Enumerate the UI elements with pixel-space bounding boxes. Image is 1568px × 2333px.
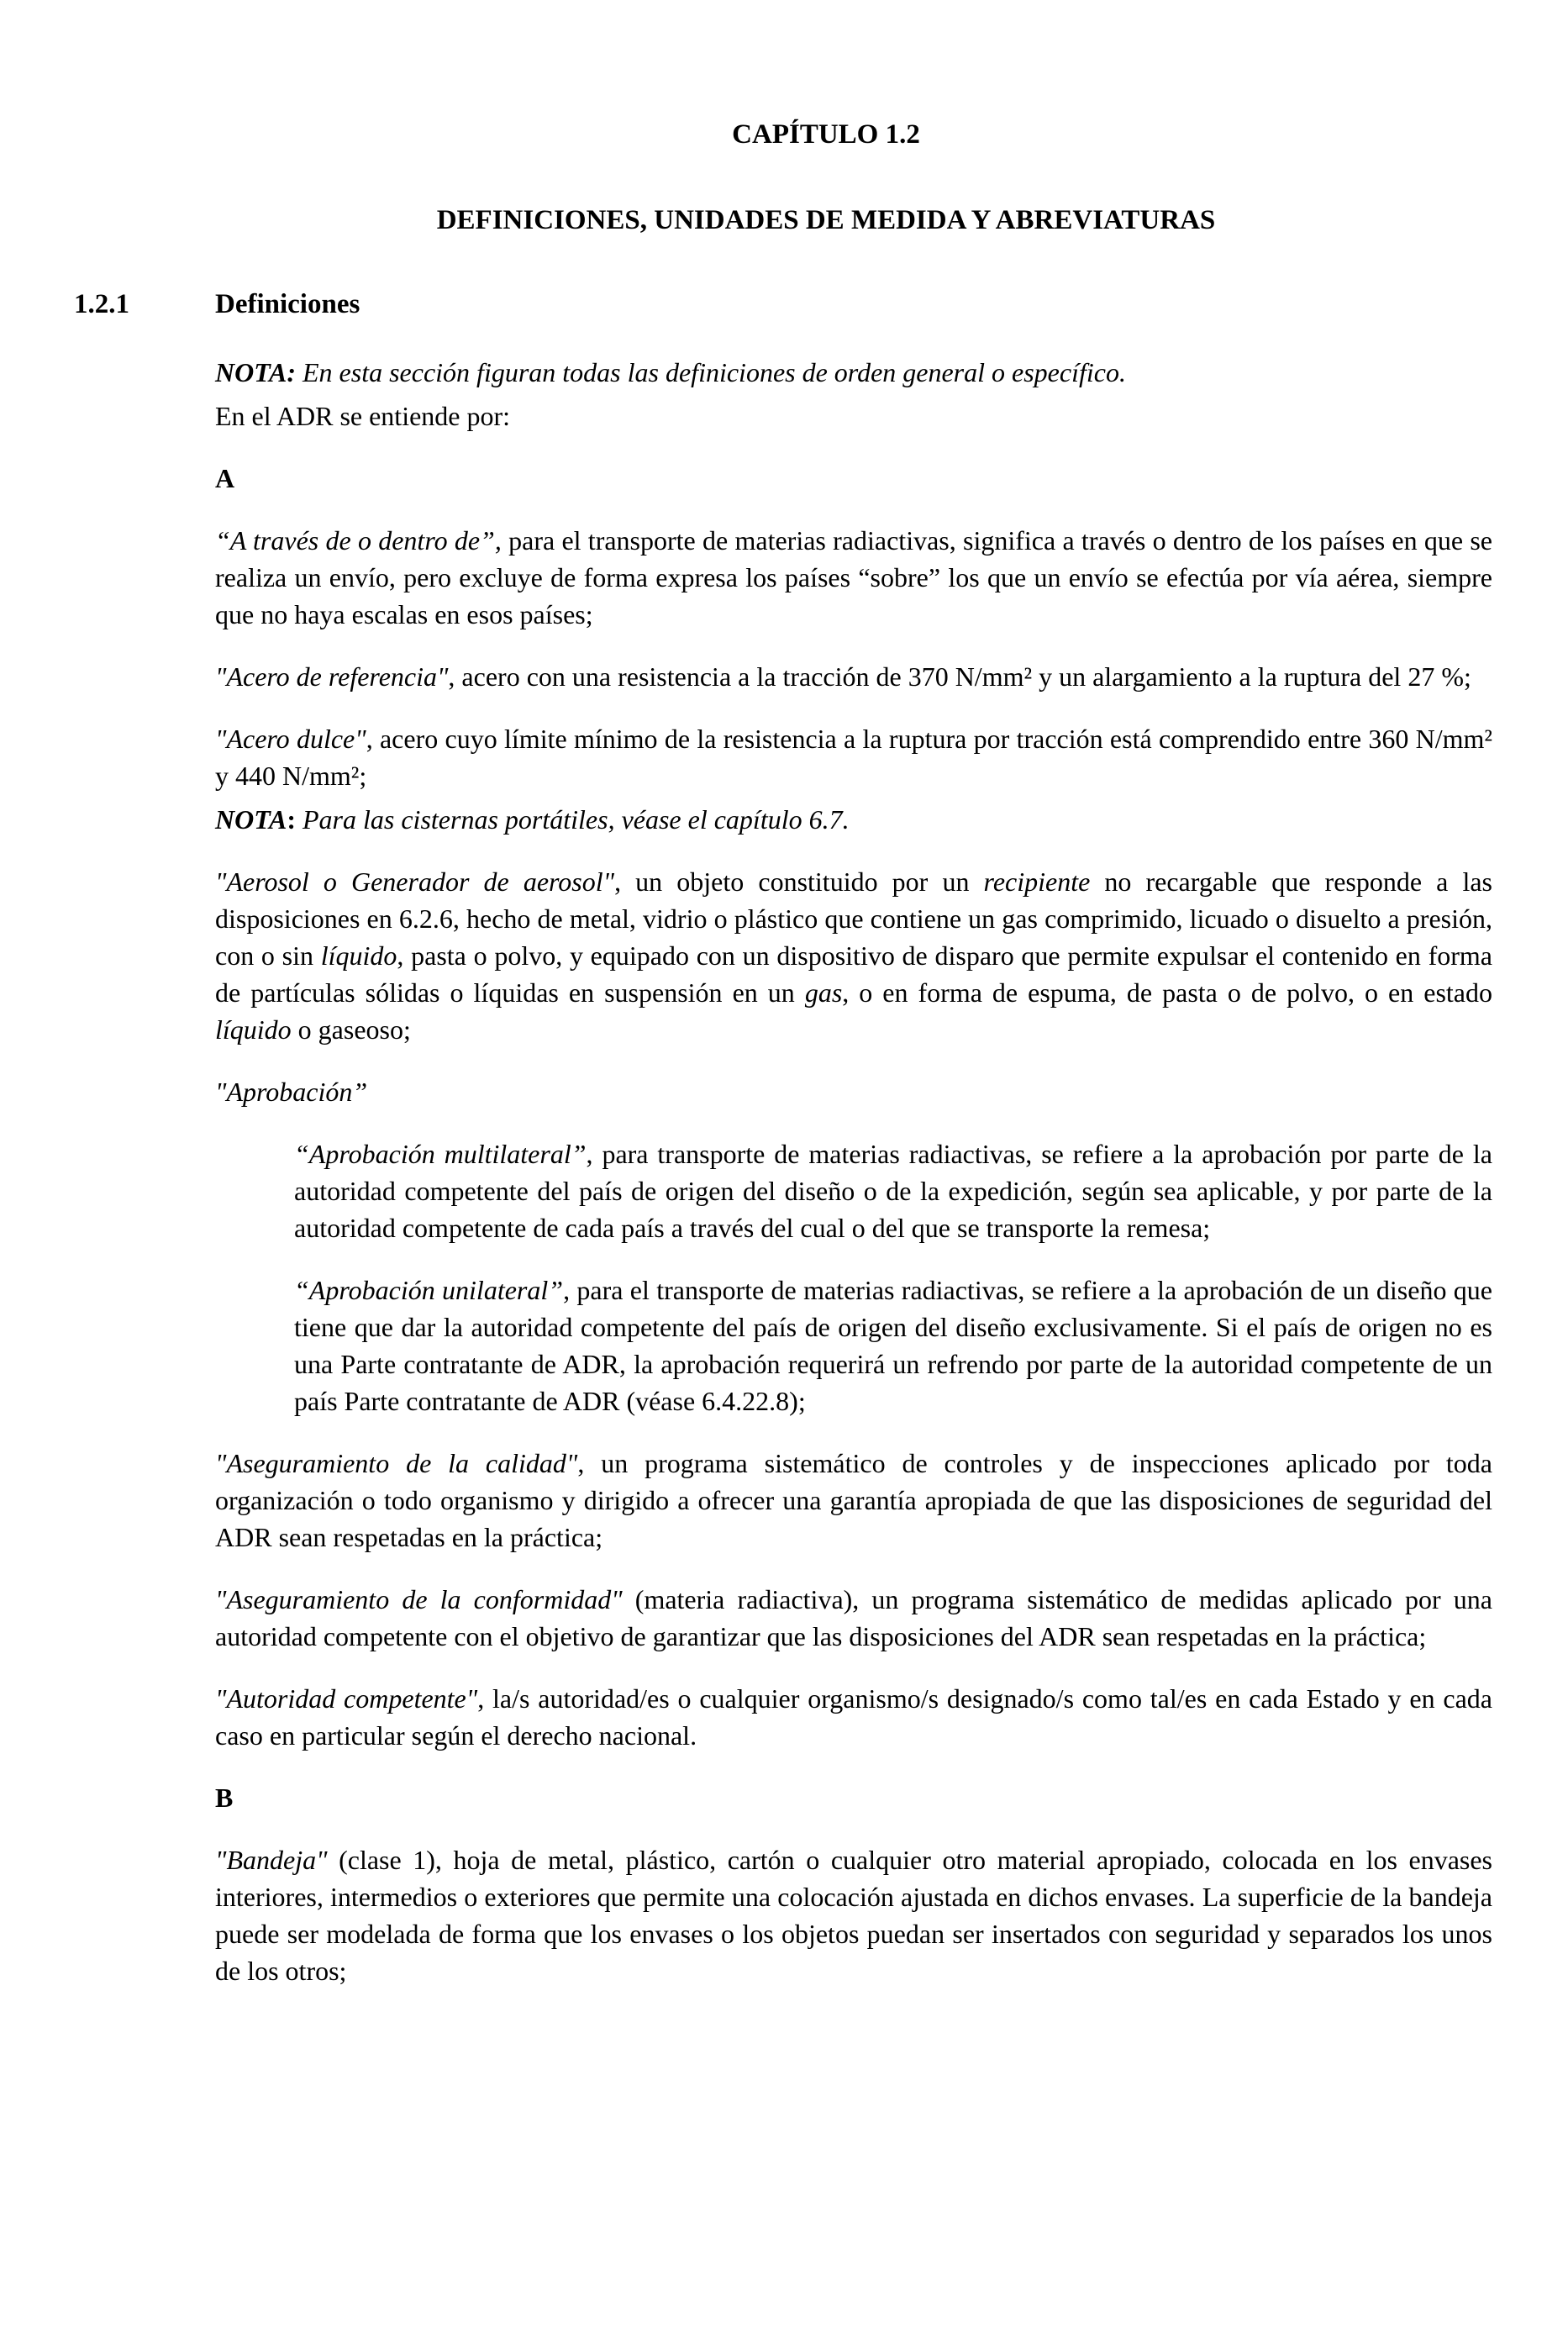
definition-bandeja (215, 1841, 1492, 1989)
definitions-content (215, 354, 1492, 1989)
definition-term: "Aseguramiento de la conformidad" (215, 1584, 623, 1614)
definition-text: , acero con una resistencia a la tracción de 370 N/mm² y un alargamiento a la ruptura del 27 %; (448, 661, 1471, 692)
note-colon: : (287, 804, 296, 835)
definition-aseguramiento-calidad (215, 1445, 1492, 1556)
note-label: NOTA (215, 804, 287, 835)
definition-ref: líquido (320, 940, 397, 971)
definition-term: "Bandeja" (215, 1845, 328, 1875)
definition-aprobacion (215, 1073, 1492, 1110)
note-general (215, 354, 1492, 391)
definition-text: (clase 1), hoja de metal, plástico, cartón o cualquier otro material apropiado, colocada en los envases interiores, intermedios o exteriores que permite una colocación ajustada en dichos envases. La superficie de la bandeja puede ser modelada de forma que los envases o los objetos puedan ser insertados con seguridad y separados los unos de los otros; (215, 1845, 1492, 1986)
definition-acero-dulce (215, 720, 1492, 794)
definition-text: , para transporte de materias radiactivas, se refiere a la aprobación por parte de la autoridad competente del país de origen del diseño o de la expedición, según sea aplicable, y por parte de la autoridad competente de cada país a través del cual o del que se transporte la remesa; (294, 1139, 1493, 1243)
definition-ref: recipiente (983, 866, 1091, 897)
definition-a-traves (215, 522, 1492, 633)
definition-term: "Aseguramiento de la calidad" (215, 1448, 578, 1478)
definition-text: , pasta o polvo, y equipado con un dispositivo de disparo que permite expulsar el contenido en forma de partículas sólidas o líquidas en suspensión en un (215, 940, 1493, 1008)
definition-text: , acero cuyo límite mínimo de la resistencia a la ruptura por tracción está comprendido entre 360 N/mm² y 440 N/mm²; (215, 724, 1493, 791)
definition-term: "Acero dulce" (215, 724, 366, 754)
definition-ref: gas (804, 977, 843, 1008)
definition-aprobacion-unilateral (294, 1272, 1492, 1419)
note-label: NOTA: (215, 357, 296, 387)
letter-heading-b: B (215, 1783, 234, 1813)
definition-text: , o en forma de espuma, de pasta o de polvo, o en estado (842, 977, 1493, 1008)
note-text: Para las cisternas portátiles, véase el capítulo 6.7. (296, 804, 850, 835)
section-title: Definiciones (215, 289, 360, 319)
definition-text: (materia radiactiva), un programa sistemático de medidas aplicado por una autoridad competente con el objetivo de garantizar que las disposiciones del ADR sean respetadas en la práctica; (215, 1584, 1493, 1651)
definition-term: “Aprobación unilateral” (294, 1275, 564, 1305)
letter-heading-a: A (215, 463, 235, 493)
definition-text: , la/s autoridad/es o cualquier organismo/s designado/s como tal/es en cada Estado y en cada caso en particular según el derecho nacional. (215, 1683, 1493, 1751)
definition-text: , un programa sistemático de controles y de inspecciones aplicado por toda organización o todo organismo y dirigido a ofrecer una garantía apropiada de que las disposiciones de seguridad del ADR sean respetadas en la práctica; (215, 1448, 1493, 1552)
chapter-title: CAPÍTULO 1.2 (732, 119, 920, 150)
definition-term: "Aerosol o Generador de aerosol" (215, 866, 615, 897)
definition-ref: líquido (215, 1014, 292, 1045)
note-cisternas (215, 801, 1492, 838)
definition-text: , un objeto constituido por un (614, 866, 984, 897)
definition-acero-referencia (215, 658, 1492, 695)
chapter-subtitle: DEFINICIONES, UNIDADES DE MEDIDA Y ABREVIATURAS (436, 205, 1216, 235)
definition-aseguramiento-conformidad (215, 1581, 1492, 1655)
definition-term: "Aprobación” (215, 1077, 368, 1107)
section-number: 1.2.1 (74, 289, 129, 319)
definition-aprobacion-multilateral (294, 1135, 1492, 1246)
definition-term: "Autoridad competente" (215, 1683, 478, 1714)
section-heading (74, 286, 360, 323)
definition-autoridad-competente (215, 1680, 1492, 1754)
definition-text: para el transporte de materias radiactivas, significa a través o dentro de los países en que se realiza un envío, pero excluye de forma expresa los países “sobre” los que un envío se efectúa por vía aérea, siempre que no haya escalas en esos países; (215, 525, 1493, 629)
definition-text: , para el transporte de materias radiactivas, se refiere a la aprobación de un diseño que tiene que dar la autoridad competente del país de origen del diseño exclusivamente. Si el país de origen no es una Parte contratante de ADR, la aprobación requerirá un refrendo por parte de la autoridad competente de un país Parte contratante de ADR (véase 6.4.22.8); (294, 1275, 1493, 1416)
intro-text: En el ADR se entiende por: (215, 401, 511, 431)
definition-term: "Acero de referencia" (215, 661, 449, 692)
definition-aerosol (215, 863, 1492, 1048)
note-text: En esta sección figuran todas las definiciones de orden general o específico. (296, 357, 1126, 387)
definition-term: “A través de o dentro de”, (215, 525, 502, 556)
definition-term: “Aprobación multilateral” (294, 1139, 587, 1169)
definition-text: o gaseoso; (291, 1014, 411, 1045)
definition-text: no recargable que responde a las disposiciones en 6.2.6, hecho de metal, vidrio o plástico que contiene un gas comprimido, licuado o disuelto a presión, con o sin (215, 866, 1493, 971)
